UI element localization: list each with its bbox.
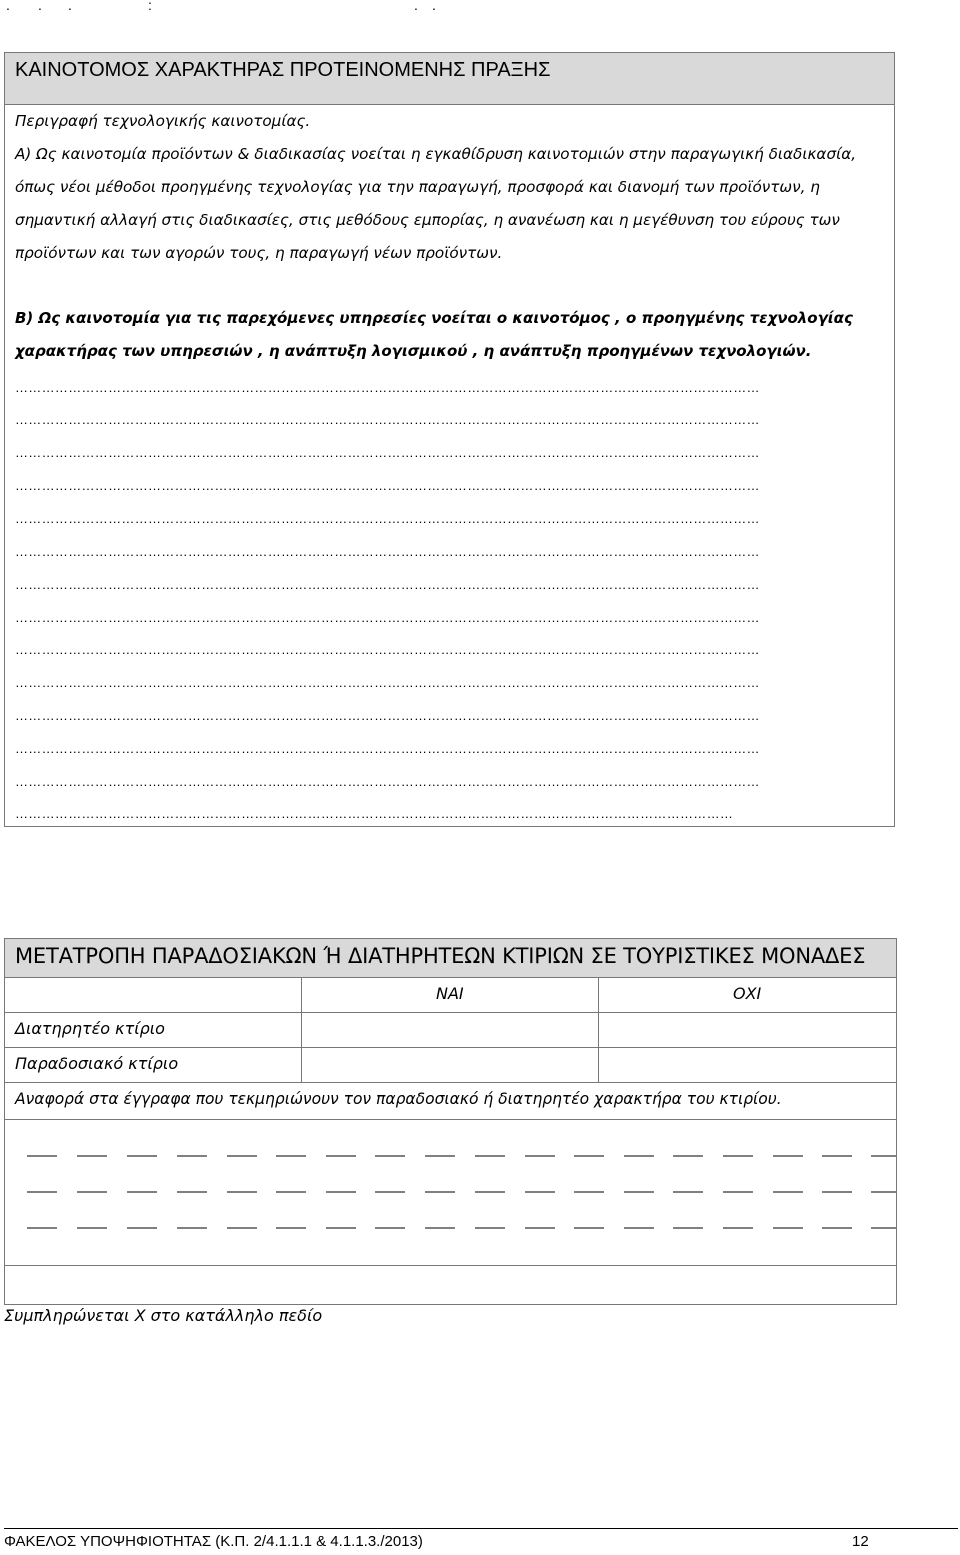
dotted-answer-line[interactable]: …………………………………………………………………………………………………………………………………………………… bbox=[15, 479, 760, 492]
listed-building-label: Διατηρητέο κτίριο bbox=[15, 1019, 165, 1038]
listed-building-yes-field[interactable] bbox=[301, 1012, 599, 1048]
innovation-intro: Περιγραφή τεχνολογικής καινοτομίας. bbox=[15, 112, 311, 130]
dashed-answer-lines bbox=[5, 1120, 896, 1265]
innovation-section-header bbox=[5, 53, 894, 105]
innovation-paragraph-b: Β) Ως καινοτομία για τις παρεχόμενες υπηρεσίες νοείται ο καινοτόμος , ο προηγμένης τεχνολογίας χαρακτήρας των υπηρεσιών , η ανάπτυξη λογισμικού , η ανάπτυξη προηγμένων τεχνολογιών. bbox=[15, 309, 853, 360]
dotted-answer-line[interactable]: …………………………………………………………………………………………………………………………………………………… bbox=[15, 742, 760, 755]
top-mark: : bbox=[148, 0, 152, 13]
listed-building-no-field[interactable] bbox=[598, 1012, 897, 1048]
top-mark: . bbox=[38, 0, 42, 13]
reference-row bbox=[4, 1082, 897, 1120]
page-footer bbox=[4, 1528, 958, 1553]
yes-label: ΝΑΙ bbox=[436, 984, 464, 1003]
conversion-section bbox=[4, 938, 897, 1305]
conversion-section-header bbox=[4, 938, 897, 978]
top-stray-marks bbox=[0, 0, 960, 14]
innovation-paragraph-a: Α) Ως καινοτομία προϊόντων & διαδικασίας νοείται η εγκαθίδρυση καινοτομιών στην παραγωγική διαδικασία, όπως νέοι μέθοδοι προηγμένης τεχνολογίας για την παραγωγή, προσφορά και διανομή των προϊόντων, η σημαντική αλλαγή στις διαδικασίες, στις μεθόδους εμπορίας, η ανανέωση και η μεγέθυνση του εύρους των προϊόντων και των αγορών τους, η παραγωγή νέων προϊόντων. bbox=[15, 145, 857, 262]
column-header-no bbox=[598, 977, 897, 1013]
traditional-building-no-field[interactable] bbox=[598, 1047, 897, 1083]
dotted-answer-line[interactable]: …………………………………………………………………………………………………………………………………………………… bbox=[15, 775, 760, 788]
reference-answer-area[interactable] bbox=[4, 1119, 897, 1266]
dotted-answer-line[interactable]: …………………………………………………………………………………………………………………………………………………… bbox=[15, 709, 760, 722]
table-header-empty-cell bbox=[4, 977, 302, 1013]
dotted-answer-line[interactable]: …………………………………………………………………………………………………………………………………………………… bbox=[15, 381, 760, 394]
traditional-building-yes-field[interactable] bbox=[301, 1047, 599, 1083]
dotted-answer-line[interactable]: …………………………………………………………………………………………………………………………………………………… bbox=[15, 413, 760, 426]
dotted-answer-line[interactable]: …………………………………………………………………………………………………………………………………………………… bbox=[15, 611, 760, 624]
top-mark: . bbox=[414, 0, 418, 13]
dotted-answer-line[interactable]: …………………………………………………………………………………………………………………………………………………… bbox=[15, 676, 760, 689]
innovation-section bbox=[4, 52, 895, 827]
fill-instruction-note: Συμπληρώνεται Χ στο κατάλληλο πεδίο bbox=[4, 1306, 323, 1325]
dotted-answer-line[interactable]: …………………………………………………………………………………………………………………………………………………… bbox=[15, 643, 760, 656]
dotted-answer-line[interactable]: …………………………………………………………………………………………………………………………………………………… bbox=[15, 446, 760, 459]
dotted-answer-line[interactable]: …………………………………………………………………………………………………………………………………………………… bbox=[15, 578, 760, 591]
dotted-answer-line[interactable]: …………………………………………………………………………………………………………………………………………………… bbox=[15, 545, 760, 558]
page-number: 12 bbox=[852, 1533, 869, 1550]
top-mark: . bbox=[6, 0, 10, 13]
footer-document-title: ΦΑΚΕΛΟΣ ΥΠΟΨΗΦΙΟΤΗΤΑΣ (Κ.Π. 2/4.1.1.1 & 4.1.1.3./2013) bbox=[4, 1533, 423, 1550]
no-label: ΟΧΙ bbox=[733, 984, 762, 1003]
reference-label: Αναφορά στα έγγραφα που τεκμηριώνουν τον παραδοσιακό ή διατηρητέο χαρακτήρα του κτιρίου. bbox=[15, 1090, 782, 1108]
top-mark: . bbox=[432, 0, 436, 13]
row-label-cell bbox=[4, 1047, 302, 1083]
dotted-answer-line[interactable]: ……………………………………………………………………………………………………………………………………………… bbox=[15, 807, 734, 820]
empty-answer-row[interactable] bbox=[4, 1265, 897, 1305]
column-header-yes bbox=[301, 977, 599, 1013]
traditional-building-label: Παραδοσιακό κτίριο bbox=[15, 1054, 179, 1073]
row-label-cell bbox=[4, 1012, 302, 1048]
top-mark: . bbox=[68, 0, 72, 13]
innovation-section-title: ΚΑΙΝΟΤΟΜΟΣ ΧΑΡΑΚΤΗΡΑΣ ΠΡΟΤΕΙΝΟΜΕΝΗΣ ΠΡΑΞΗΣ bbox=[15, 59, 551, 81]
dotted-answer-line[interactable]: …………………………………………………………………………………………………………………………………………………… bbox=[15, 512, 760, 525]
conversion-section-title: ΜΕΤΑΤΡΟΠΗ ΠΑΡΑΔΟΣΙΑΚΩΝ Ή ΔΙΑΤΗΡΗΤΕΩΝ ΚΤΙΡΙΩΝ ΣΕ ΤΟΥΡΙΣΤΙΚΕΣ ΜΟΝΑΔΕΣ bbox=[15, 944, 866, 968]
